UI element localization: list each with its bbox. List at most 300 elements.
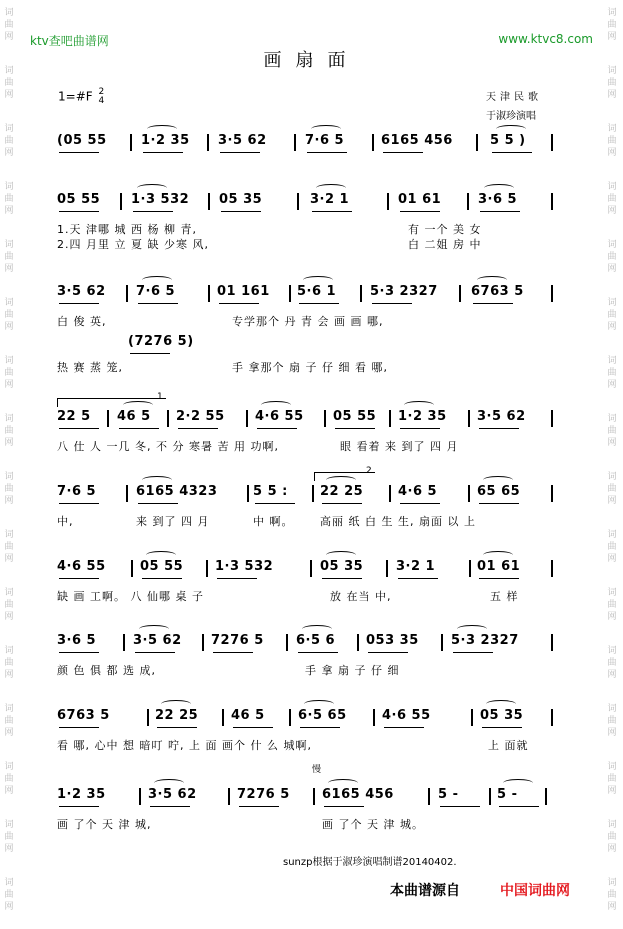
note-measure: 65 65 [477,484,521,499]
key-label: 1=#F [58,89,93,104]
watermark-glyph: 网 [607,612,617,622]
note-measure: 3·5 62 [133,633,182,648]
watermark-glyph: 曲 [607,136,617,146]
note-underline [59,727,99,728]
slur-mark [484,184,514,192]
watermark-glyph: 词 [607,762,617,772]
watermark-glyph: 网 [607,844,617,854]
note-underline [492,152,532,153]
watermark-glyph: 词 [4,298,14,308]
watermark-glyph: 词 [4,878,14,888]
watermark-column-right [605,0,621,929]
note-measure: 4·6 5 [398,484,438,499]
watermark-glyph: 曲 [607,658,617,668]
note-underline [300,727,340,728]
watermark-glyph: 词 [4,646,14,656]
note-measure: 5 5 : [253,484,288,499]
watermark-glyph: 网 [4,670,14,680]
note-underline [312,211,352,212]
watermark-glyph: 网 [607,554,617,564]
watermark-glyph: 曲 [607,542,617,552]
slur-mark [147,125,177,133]
note-measure: 1·2 35 [141,133,190,148]
lyric-line: 五 样 [490,590,519,603]
watermark-glyph: 网 [4,438,14,448]
watermark-glyph: 网 [607,264,617,274]
watermark-glyph: 词 [4,124,14,134]
watermark-glyph: 词 [4,530,14,540]
watermark-glyph: 词 [4,588,14,598]
note-underline [307,152,347,153]
watermark-glyph: 词 [4,356,14,366]
note-underline [384,727,424,728]
note-underline [400,503,440,504]
watermark-glyph: 词 [4,66,14,76]
bar-line [428,788,430,805]
watermark-glyph: 曲 [4,716,14,726]
lyric-line: 白 二姐 房 中 [408,238,482,251]
site-name: ktv查吧曲谱网 [30,34,109,48]
watermark-glyph: 词 [607,704,617,714]
note-underline [400,211,440,212]
bar-line [467,193,469,210]
bar-line [551,410,553,427]
bar-line [294,134,296,151]
note-measure: 3·5 62 [218,133,267,148]
note-measure: 5·3 2327 [370,284,438,299]
note-underline [59,578,99,579]
watermark-glyph: 词 [607,878,617,888]
bar-line [228,788,230,805]
bar-line [289,285,291,302]
watermark-glyph: 词 [607,8,617,18]
note-measure: 3·2 1 [396,559,436,574]
bar-line [167,410,169,427]
watermark-glyph: 网 [607,90,617,100]
watermark-glyph: 网 [607,322,617,332]
watermark-glyph: 曲 [607,890,617,900]
note-measure: 1·2 35 [398,409,447,424]
watermark-glyph: 网 [607,206,617,216]
watermark-glyph: 词 [4,762,14,772]
watermark-glyph: 词 [607,414,617,424]
watermark-glyph: 曲 [607,252,617,262]
watermark-glyph: 网 [607,670,617,680]
slur-mark [142,476,172,484]
note-measure: 1·2 35 [57,787,106,802]
lyric-line: 手 拿 扇 子 仔 细 [305,664,400,677]
watermark-glyph: 网 [4,206,14,216]
bar-line [471,709,473,726]
bar-line [389,410,391,427]
watermark-glyph: 曲 [4,658,14,668]
watermark-glyph: 曲 [4,194,14,204]
watermark-glyph: 网 [4,90,14,100]
note-measure: 3·6 5 [57,633,97,648]
watermark-glyph: 网 [4,322,14,332]
bar-line [357,634,359,651]
slur-mark [304,700,334,708]
lyric-line: 2.四 月里 立 夏 缺 少寒 风, [57,238,209,251]
lyric-line: 有 一个 美 女 [408,223,482,236]
slur-mark [457,625,487,633]
lyric-line: 缺 画 工啊。 八 仙哪 桌 子 [57,590,204,603]
watermark-glyph: 词 [607,124,617,134]
watermark-glyph: 词 [607,356,617,366]
watermark-glyph: 曲 [4,600,14,610]
slur-mark [328,779,358,787]
lyric-line: 热 赛 蒸 笼, [57,361,123,374]
lyric-line: 画 了个 天 津 城, [57,818,152,831]
slur-mark [316,184,346,192]
watermark-glyph: 词 [607,588,617,598]
note-underline [150,806,190,807]
bar-line [551,485,553,502]
note-measure: 1·3 532 [215,559,274,574]
song-performer: 于淑珍演唱 [486,111,536,122]
song-origin: 天津民歌 [486,92,542,103]
note-measure: 05 35 [320,559,364,574]
watermark-glyph: 曲 [4,774,14,784]
note-measure: 7·6 5 [57,484,97,499]
watermark-glyph: 曲 [4,20,14,30]
note-underline [479,428,519,429]
note-underline [130,353,170,354]
volta-number: 2 [366,466,372,476]
slur-mark [483,476,513,484]
note-measure: 6165 4323 [136,484,218,499]
note-measure: 05 55 [57,192,101,207]
note-measure: 46 5 [117,409,151,424]
slur-mark [477,276,507,284]
note-measure: 6165 456 [381,133,453,148]
watermark-glyph: 词 [607,66,617,76]
bar-line [139,788,141,805]
note-underline [239,806,279,807]
note-underline [368,652,408,653]
note-measure: 46 5 [231,708,265,723]
watermark-glyph: 网 [607,148,617,158]
note-measure: 01 161 [217,284,270,299]
watermark-glyph: 曲 [4,832,14,842]
bar-line [202,634,204,651]
note-measure: 6·5 6 [296,633,336,648]
bar-line [310,560,312,577]
bar-line [247,485,249,502]
watermark-glyph: 网 [607,438,617,448]
note-underline [372,303,412,304]
watermark-glyph: 曲 [607,426,617,436]
note-underline [400,428,440,429]
watermark-glyph: 网 [607,728,617,738]
watermark-glyph: 网 [4,844,14,854]
transcriber-credit: sunzp根据于淑珍演唱制谱20140402. [283,857,457,868]
slur-mark [483,551,513,559]
watermark-glyph: 曲 [607,716,617,726]
watermark-glyph: 曲 [4,252,14,262]
bar-line [459,285,461,302]
bar-line [489,788,491,805]
watermark-glyph: 曲 [607,20,617,30]
site-url: www.ktvc8.com [498,32,593,46]
note-underline [142,578,182,579]
note-underline [138,303,178,304]
note-underline [157,727,197,728]
bar-line [130,134,132,151]
watermark-glyph: 网 [4,380,14,390]
note-measure: 22 5 [57,409,91,424]
lyric-line: 中, [57,515,74,528]
watermark-glyph: 网 [4,728,14,738]
note-measure: 5 - [497,787,518,802]
note-measure: 7276 5 [211,633,264,648]
watermark-glyph: 词 [607,530,617,540]
bar-line [468,485,470,502]
watermark-glyph: 网 [607,786,617,796]
bar-line [387,193,389,210]
note-underline [119,428,159,429]
time-top: 2 [98,87,105,97]
slur-mark [404,401,434,409]
note-measure: 5 - [438,787,459,802]
slur-mark [311,125,341,133]
song-title: 画扇面 [263,50,360,71]
bar-line [441,634,443,651]
note-measure: 5·3 2327 [451,633,519,648]
lyric-line: 手 拿那个 扇 子 仔 细 看 哪, [232,361,388,374]
note-measure: (05 55 [57,133,107,148]
watermark-glyph: 曲 [4,484,14,494]
time-bottom: 4 [98,96,105,106]
bar-line [386,560,388,577]
note-underline [59,303,99,304]
bar-line [373,709,375,726]
watermark-glyph: 曲 [4,310,14,320]
bar-line [207,134,209,151]
note-measure: 3·2 1 [310,192,350,207]
watermark-glyph: 网 [607,902,617,912]
watermark-glyph: 曲 [607,774,617,784]
note-measure: 6·5 65 [298,708,347,723]
watermark-glyph: 网 [4,496,14,506]
watermark-glyph: 曲 [4,426,14,436]
watermark-glyph: 曲 [607,484,617,494]
bar-line [324,410,326,427]
note-underline [221,211,261,212]
watermark-glyph: 词 [4,240,14,250]
bar-line [107,410,109,427]
note-measure: 01 61 [477,559,521,574]
slur-mark [146,551,176,559]
note-underline [482,727,522,728]
note-underline [59,152,99,153]
bar-line [126,285,128,302]
lyric-line: 高丽 纸 白 生 生, 扇面 以 上 [320,515,476,528]
note-measure: 3·6 5 [478,192,518,207]
bar-line [468,410,470,427]
note-underline [479,578,519,579]
watermark-glyph: 曲 [4,368,14,378]
watermark-glyph: 网 [4,148,14,158]
watermark-glyph: 词 [607,646,617,656]
bar-line [297,193,299,210]
note-measure: 1·3 532 [131,192,190,207]
watermark-glyph: 网 [4,32,14,42]
slur-mark [161,700,191,708]
bar-line [147,709,149,726]
note-underline [383,152,423,153]
slur-mark [503,779,533,787]
note-measure: 05 55 [140,559,184,574]
watermark-glyph: 网 [607,496,617,506]
watermark-glyph: 网 [4,612,14,622]
note-underline [217,578,257,579]
lyric-line: 颜 色 俱 都 选 成, [57,664,156,677]
note-underline [335,428,375,429]
note-underline [322,578,362,579]
watermark-glyph: 词 [4,8,14,18]
bar-line [313,788,315,805]
watermark-glyph: 词 [4,472,14,482]
note-underline [257,428,297,429]
watermark-glyph: 曲 [607,78,617,88]
slur-mark [326,551,356,559]
note-measure: 7276 5 [237,787,290,802]
note-underline [59,428,99,429]
bar-line [126,485,128,502]
bar-line [551,285,553,302]
note-underline [59,211,99,212]
watermark-glyph: 网 [4,264,14,274]
note-measure: (7276 5) [128,334,194,349]
watermark-glyph: 词 [607,298,617,308]
note-underline [298,652,338,653]
source-name: 中国词曲网 [500,883,570,899]
note-underline [143,152,183,153]
bar-line [551,193,553,210]
note-underline [479,503,519,504]
watermark-glyph: 词 [4,182,14,192]
note-underline [322,503,362,504]
note-underline [59,652,99,653]
note-underline [135,652,175,653]
slur-mark [303,276,333,284]
key-signature [58,88,104,106]
watermark-glyph: 网 [4,786,14,796]
time-signature [98,88,104,106]
note-underline [440,806,480,807]
bar-line [545,788,547,805]
note-measure: 4·6 55 [57,559,106,574]
note-underline [473,303,513,304]
bar-line [476,134,478,151]
note-measure: 5·6 1 [297,284,337,299]
note-underline [59,806,99,807]
watermark-glyph: 词 [607,820,617,830]
lyric-line: 看 哪, 心中 想 暗叮 咛, 上 面 画个 什 么 城啊, [57,739,312,752]
note-measure: 7·6 5 [305,133,345,148]
watermark-glyph: 词 [607,240,617,250]
lyric-line: 放 在当 中, [330,590,392,603]
note-underline [324,806,364,807]
note-measure: 6763 5 [471,284,524,299]
bar-line [551,709,553,726]
watermark-glyph: 网 [607,380,617,390]
watermark-glyph: 曲 [607,832,617,842]
note-underline [453,652,493,653]
note-underline [59,503,99,504]
lyric-line: 八 仕 人 一几 冬, 不 分 寒暑 苦 用 功啊, [57,440,279,453]
slur-mark [142,276,172,284]
source-label: 本曲谱源自 [390,883,460,899]
watermark-glyph: 网 [4,554,14,564]
note-measure: 05 35 [219,192,263,207]
bar-line [289,709,291,726]
note-measure: 01 61 [398,192,442,207]
note-underline [233,727,273,728]
note-measure: 4·6 55 [382,708,431,723]
note-underline [398,578,438,579]
watermark-column-left [2,0,18,929]
lyric-line: 白 俊 英, [57,315,107,328]
note-underline [213,652,253,653]
bar-line [131,560,133,577]
bar-line [360,285,362,302]
watermark-glyph: 词 [4,704,14,714]
note-measure: 3·5 62 [57,284,106,299]
bar-line [123,634,125,651]
note-underline [219,303,259,304]
note-measure: 053 35 [366,633,419,648]
note-underline [480,211,520,212]
note-measure: 6763 5 [57,708,110,723]
note-underline [178,428,218,429]
watermark-glyph: 曲 [4,136,14,146]
note-measure: 6165 456 [322,787,394,802]
slur-mark [496,125,526,133]
watermark-glyph: 词 [4,820,14,830]
volta-bracket [57,398,166,407]
bar-line [469,560,471,577]
watermark-glyph: 曲 [4,78,14,88]
bar-line [206,560,208,577]
note-measure: 05 35 [480,708,524,723]
watermark-glyph: 曲 [607,600,617,610]
watermark-glyph: 网 [607,32,617,42]
bar-line [246,410,248,427]
bar-line [551,560,553,577]
note-measure: 22 25 [320,484,364,499]
lyric-line: 画 了个 天 津 城。 [322,818,424,831]
watermark-glyph: 曲 [607,368,617,378]
watermark-glyph: 词 [607,472,617,482]
lyric-line: 中 啊。 [253,515,294,528]
bar-line [120,193,122,210]
watermark-glyph: 曲 [4,890,14,900]
note-measure: 5 5 ) [490,133,526,148]
slur-mark [154,779,184,787]
tempo-mark: 慢 [312,765,322,775]
slur-mark [486,700,516,708]
lyric-line: 1.天 津哪 城 西 杨 柳 青, [57,223,197,236]
note-underline [255,503,295,504]
watermark-glyph: 曲 [4,542,14,552]
slur-mark [261,401,291,409]
note-underline [499,806,539,807]
watermark-glyph: 曲 [607,310,617,320]
watermark-glyph: 曲 [607,194,617,204]
bar-line [372,134,374,151]
